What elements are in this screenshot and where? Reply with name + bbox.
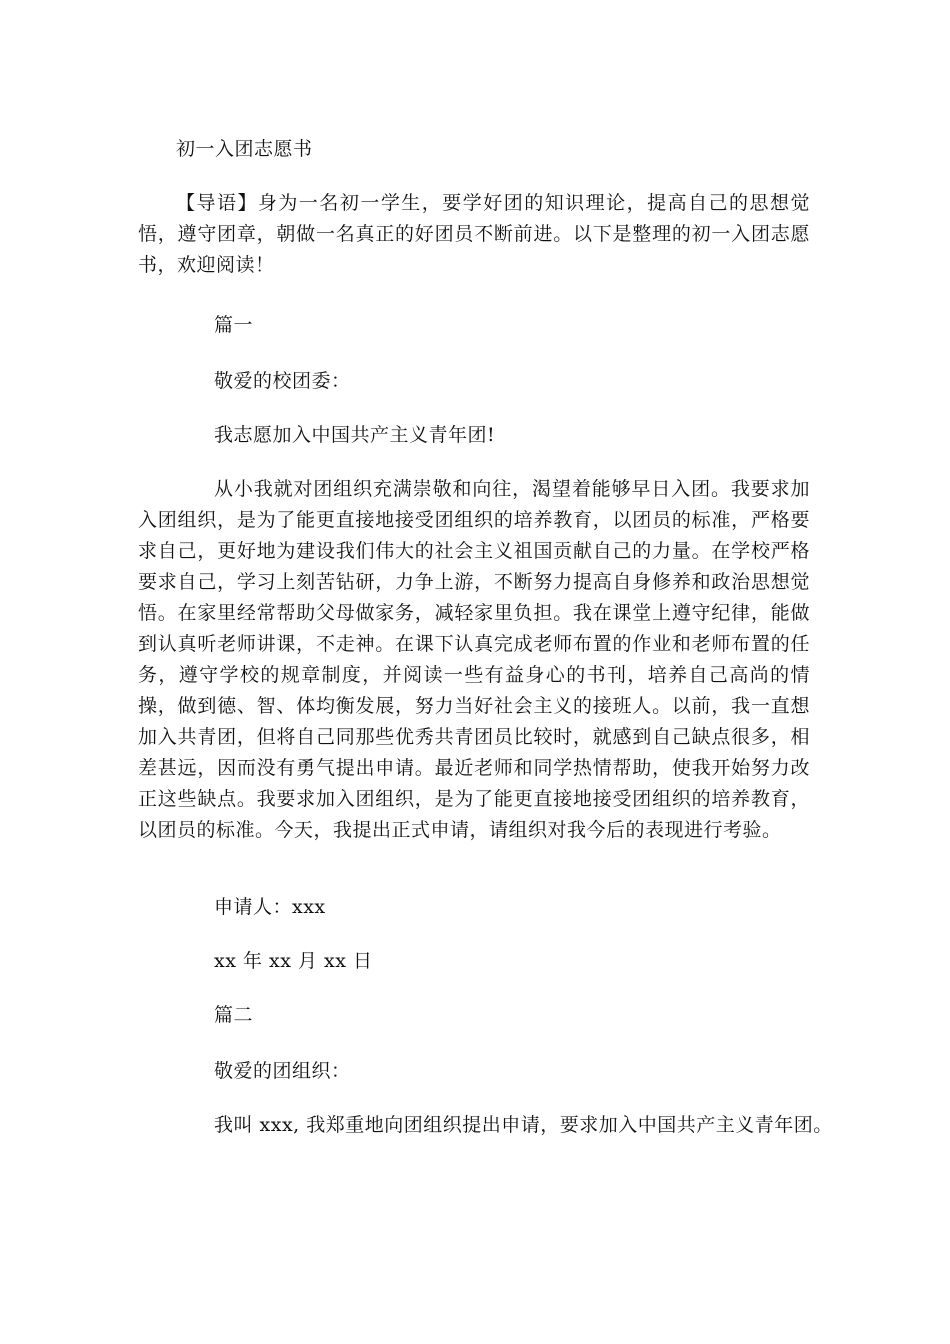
section-1-signature: 申请人：xxx <box>214 896 326 918</box>
section-2-salutation: 敬爱的团组织： <box>214 1060 351 1082</box>
section-1-date: xx 年 xx 月 xx 日 <box>214 950 373 972</box>
section-2-first-line: 我叫 xxx, 我郑重地向团组织提出申请，要求加入中国共产主义青年团。 <box>214 1114 833 1136</box>
section-2-heading: 篇二 <box>214 1004 254 1026</box>
intro-paragraph: 【导语】身为一名初一学生，要学好团的知识理论，提高自己的思想觉悟，遵守团章，朝做一名真正的好团员不断前进。以下是整理的初一入团志愿书，欢迎阅读！ <box>138 192 810 276</box>
section-1-salutation: 敬爱的校团委： <box>214 370 351 392</box>
section-1-heading: 篇一 <box>214 314 254 336</box>
section-1-declaration: 我志愿加入中国共产主义青年团! <box>214 424 496 446</box>
section-1-body: 从小我就对团组织充满崇敬和向往，渴望着能够早日入团。我要求加入团组织，是为了能更直接地接受团组织的培养教育，以团员的标准，严格要求自己，更好地为建设我们伟大的社会主义祖国贡献自己的力量。在学校严格要求自己，学习上刻苦钻研，力争上游，不断努力提高自身修养和政治思想觉悟。在家里经常帮助父母做家务，减轻家里负担。我在课堂上遵守纪律，能做到认真听老师讲课，不走神。在课下认真完成老师布置的作业和老师布置的任务，遵守学校的规章制度，并阅读一些有益身心的书刊，培养自己高尚的情操，做到德、智、体均衡发展，努力当好社会主义的接班人。以前，我一直想加入共青团，但将自己同那些优秀共青团员比较时，就感到自己缺点很多，相差甚远，因而没有勇气提出申请。最近老师和同学热情帮助，使我开始努力改正这些缺点。我要求加入团组织，是为了能更直接地接受团组织的培养教育，以团员的标准。今天，我提出正式申请，请组织对我今后的表现进行考验。 <box>138 478 810 841</box>
document-title: 初一入团志愿书 <box>176 138 313 160</box>
